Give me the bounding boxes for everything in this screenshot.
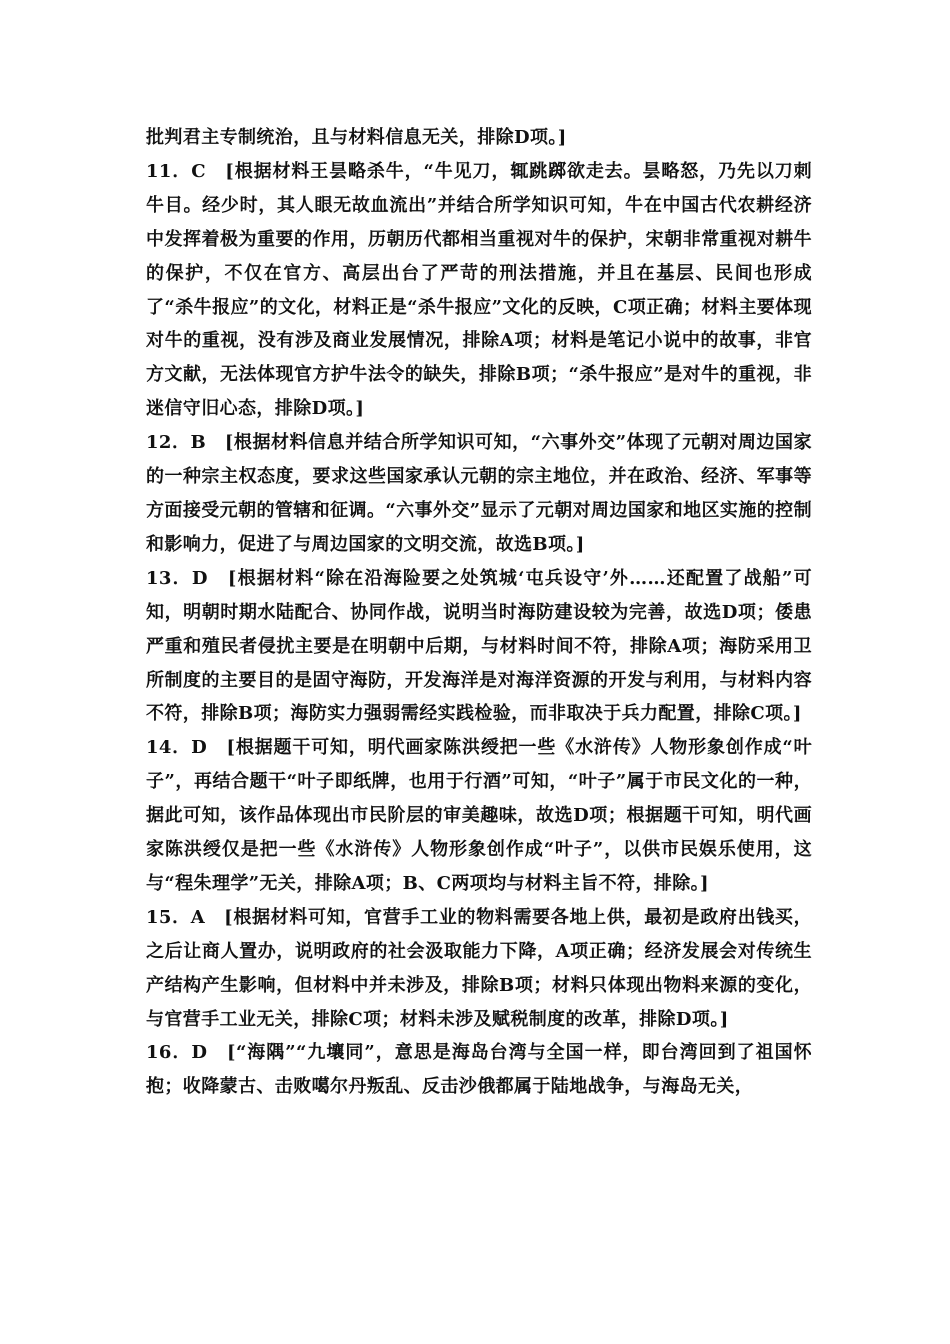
paragraph-continuation: 批判君主专制统治，且与材料信息无关，排除D项。] [146,127,567,148]
answer-16: 16．D [“海隅”“九壤同”，意思是海岛台湾与全国一样，即台湾回到了祖国怀抱；收降蒙古、击败噶尔丹叛乱、反击沙俄都属于陆地战争，与海岛无关， [146,1042,812,1098]
answer-explanations [146,121,812,1104]
answer-12: 12．B [根据材料信息并结合所学知识可知，“六事外交”体现了元朝对周边国家的一种宗主权态度，要求这些国家承认元朝的宗主地位，并在政治、经济、军事等方面接受元朝的管辖和征调。“六事外交”显示了元朝对周边国家和地区实施的控制和影响力，促进了与周边国家的文明交流，故选B项。] [146,432,812,555]
answer-14: 14．D [根据题干可知，明代画家陈洪绶把一些《水浒传》人物形象创作成“叶子”，再结合题干“叶子即纸牌，也用于行酒”可知，“叶子”属于市民文化的一种，据此可知，该作品体现出市民阶层的审美趣味，故选D项；根据题干可知，明代画家陈洪绶仅是把一些《水浒传》人物形象创作成“叶子”，以供市民娱乐使用，这与“程朱理学”无关，排除A项；B、C两项均与材料主旨不符，排除。] [146,737,812,894]
answer-13: 13．D [根据材料“除在沿海险要之处筑城‘屯兵设守’外……还配置了战船”可知，明朝时期水陆配合、协同作战，说明当时海防建设较为完善，故选D项；倭患严重和殖民者侵扰主要是在明朝中后期，与材料时间不符，排除A项；海防采用卫所制度的主要目的是固守海防，开发海洋是对海洋资源的开发与利用，与材料内容不符，排除B项；海防实力强弱需经实践检验，而非取决于兵力配置，排除C项。] [146,567,812,725]
answer-15: 15．A [根据材料可知，官营手工业的物料需要各地上供，最初是政府出钱买，之后让商人置办，说明政府的社会汲取能力下降，A项正确；经济发展会对传统生产结构产生影响，但材料中并未涉及，排除B项；材料只体现出物料来源的变化，与官营手工业无关，排除C项；材料未涉及赋税制度的改革，排除D项。] [146,906,812,1030]
answer-11: 11．C [根据材料王昙略杀牛，“牛见刀，辄跳踯欲走去。昙略怒，乃先以刀刺牛目。经少时，其人眼无故血流出”并结合所学知识可知，牛在中国古代农耕经济中发挥着极为重要的作用，历朝历代都相当重视对牛的保护，宋朝非常重视对耕牛的保护，不仅在官方、高层出台了严苛的刑法措施，并且在基层、民间也形成了“杀牛报应”的文化，材料正是“杀牛报应”文化的反映，C项正确；材料主要体现对牛的重视，没有涉及商业发展情况，排除A项；材料是笔记小说中的故事，非官方文献，无法体现官方护牛法令的缺失，排除B项；“杀牛报应”是对牛的重视，非迷信守旧心态，排除D项。] [146,160,812,420]
